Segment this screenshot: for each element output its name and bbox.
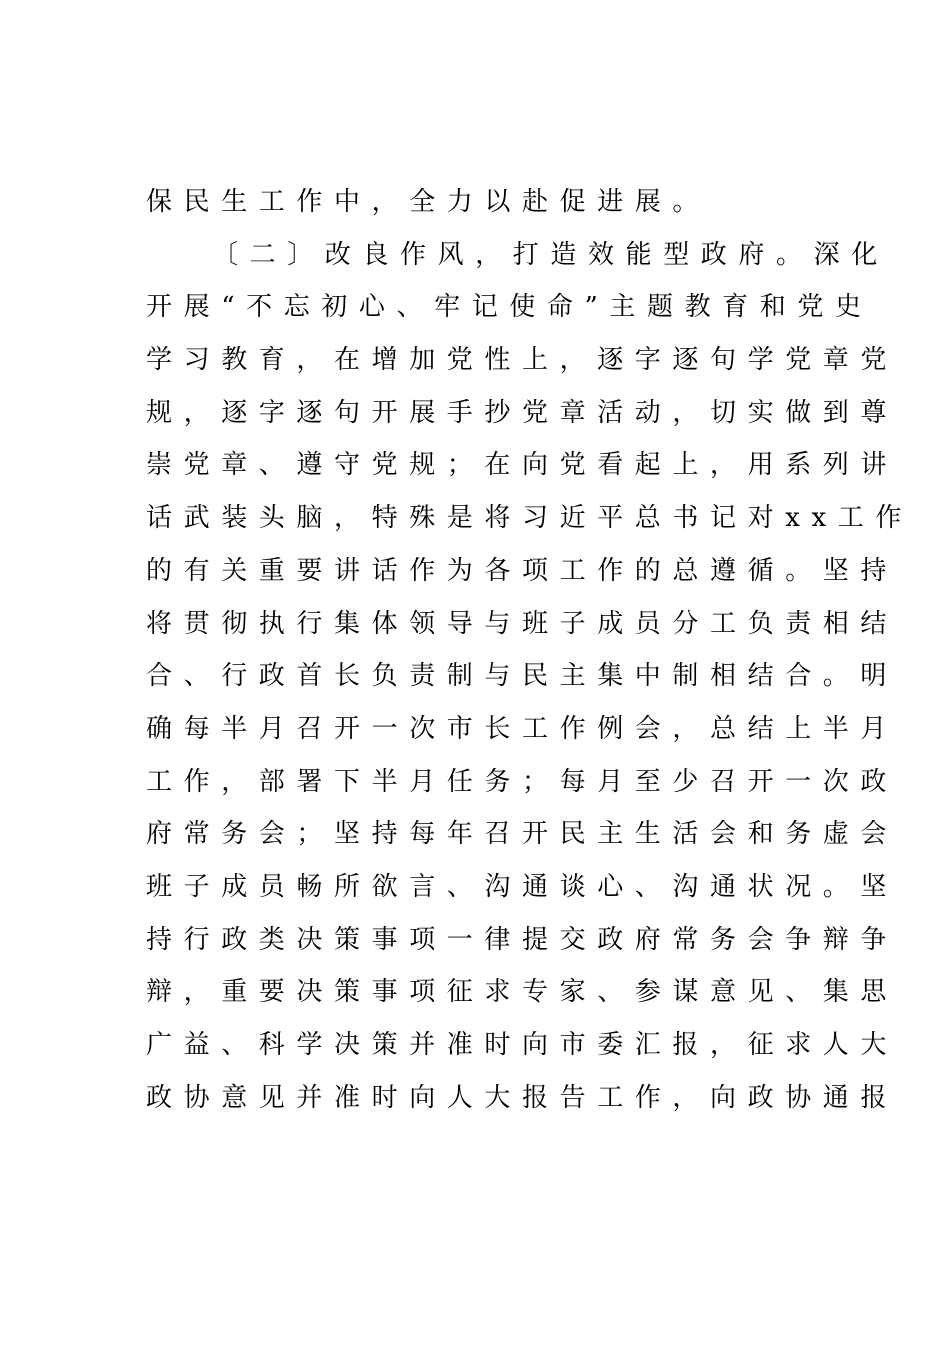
text-line: 府常务会；坚持每年召开民主生活会和务虚会 [146,819,899,850]
text-line: 确每半月召开一次市长工作例会，总结上半月 [146,713,899,744]
text-line: 保民生工作中，全力以赴促进展。 [146,187,711,217]
text-line: 辩，重要决策事项征求专家、参谋意见、集思 [146,977,899,1008]
text-line: 政协意见并准时向人大报告工作，向政协通报 [146,1082,899,1113]
text-line: 话武装头脑，特殊是将习近平总书记对xx工作 [146,503,913,534]
body-text [146,176,913,1124]
text-line: 〔二〕改良作风，打造效能型政府。深化 [212,239,889,270]
text-line: 持行政类决策事项一律提交政府常务会争辩争 [146,924,899,955]
text-line: 开展“不忘初心、牢记使命”主题教育和党史 [146,292,873,323]
text-line: 班子成员畅所欲言、沟通谈心、沟通状况。坚 [146,871,899,902]
text-line: 广益、科学决策并准时向市委汇报，征求人大 [146,1030,899,1060]
text-line: 的有关重要讲话作为各项工作的总遵循。坚持 [146,555,899,586]
text-line: 崇党章、遵守党规；在向党看起上，用系列讲 [146,450,899,481]
text-line: 工作，部署下半月任务；每月至少召开一次政 [146,766,899,797]
text-line: 将贯彻执行集体领导与班子成员分工负责相结 [146,608,899,639]
text-line: 学习教育，在增加党性上，逐字逐句学党章党 [146,345,899,376]
text-line: 合、行政首长负责制与民主集中制相结合。明 [146,661,899,692]
text-line: 规，逐字逐句开展手抄党章活动，切实做到尊 [146,397,899,428]
